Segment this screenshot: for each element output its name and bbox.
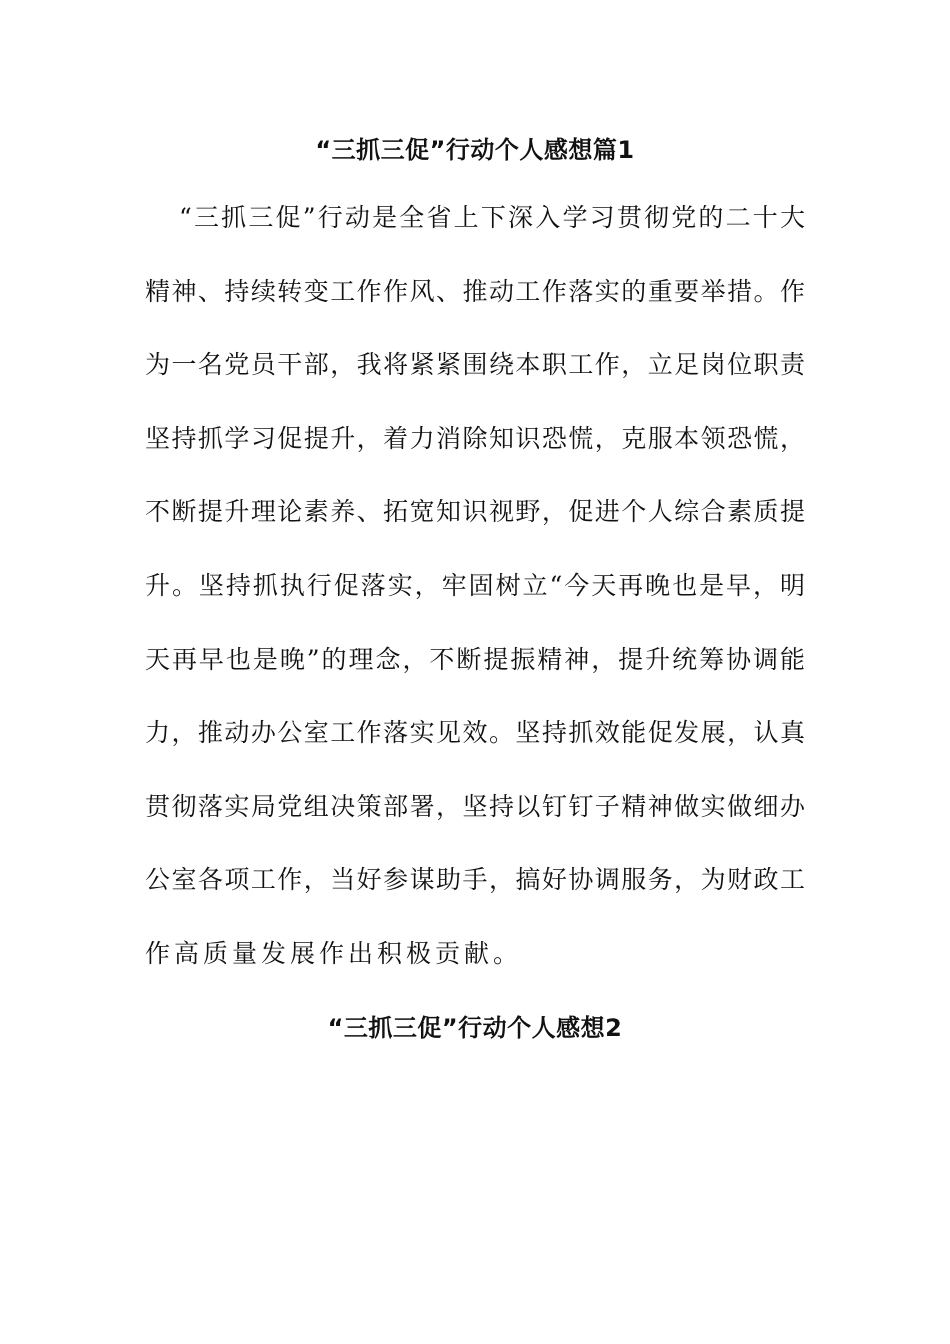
paragraph-line: 力，推动办公室工作落实见效。坚持抓效能促发展，认真 [145,718,805,748]
paragraph-line: 坚持抓学习促提升，着力消除知识恐慌，克服本领恐慌， [145,423,805,453]
paragraph-line: 贯彻落实局党组决策部署，坚持以钉钉子精神做实做细办 [145,791,805,821]
paragraph-line: 天再早也是晚”的理念，不断提振精神，提升统筹协调能 [145,644,805,674]
paragraph-line: “三抓三促”行动是全省上下深入学习贯彻党的二十大 [179,203,805,232]
paragraph-line: 公室各项工作，当好参谋助手，搞好协调服务，为财政工 [145,865,805,895]
paragraph-line: 升。坚持抓执行促落实，牢固树立“今天再晚也是早，明 [145,570,805,600]
section-heading-1: “三抓三促”行动个人感想篇1 [315,136,635,164]
paragraph-line: 为一名党员干部，我将紧紧围绕本职工作，立足岗位职责 [145,350,805,380]
paragraph-line: 不断提升理论素养、拓宽知识视野，促进个人综合素质提 [145,497,805,527]
body-paragraph [145,196,805,1006]
paragraph-line: 精神、持续转变工作作风、推动工作落实的重要举措。作 [145,276,805,306]
section-heading-2: “三抓三促”行动个人感想2 [327,1014,623,1042]
paragraph-line: 作高质量发展作出积极贡献。 [145,938,523,968]
